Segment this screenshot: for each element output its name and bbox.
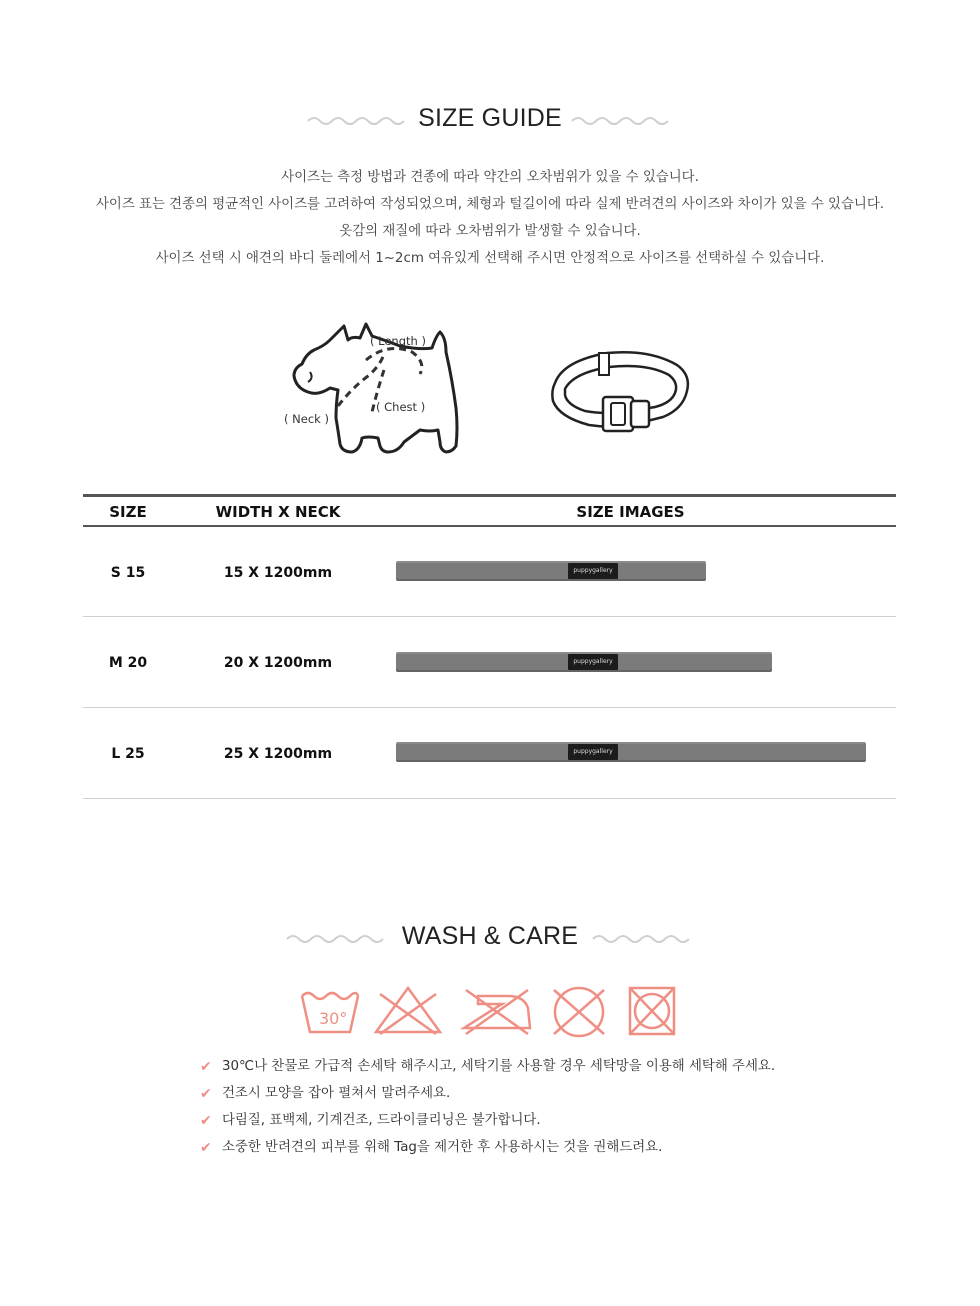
care-text: 30℃나 찬물로 가급적 손세탁 해주시고, 세탁기를 사용할 경우 세탁망을 이용해 세탁해 주세요.: [222, 1059, 776, 1074]
check-icon: ✔: [200, 1140, 212, 1156]
table-header: [83, 494, 896, 527]
strap-image: [396, 652, 772, 672]
strap-image: [396, 561, 706, 581]
size-cell: M 20: [108, 655, 148, 671]
wave-decoration-right: [570, 113, 674, 125]
dimension-cell: 15 X 1200mm: [223, 565, 333, 581]
care-instructions: [200, 1057, 900, 1165]
strap-image: [396, 742, 866, 762]
strap-tag: puppygallery: [568, 654, 618, 670]
neck-label: ( Neck ): [284, 412, 329, 426]
table-row: [83, 527, 896, 617]
hand-wash-30-icon: [302, 993, 358, 1032]
table-row: [83, 617, 896, 708]
guide-line: 사이즈 선택 시 애견의 바디 둘레에서 1~2cm 여유있게 선택해 주시면 안정적으로 사이즈를 선택하실 수 있습니다.: [155, 251, 825, 266]
check-icon: ✔: [200, 1059, 212, 1075]
list-item: [200, 1057, 900, 1084]
size-table: [83, 494, 896, 799]
size-cell: S 15: [110, 565, 146, 581]
care-text: 건조시 모양을 잡아 펼쳐서 말려주세요.: [222, 1086, 451, 1101]
list-item: [200, 1111, 900, 1138]
table-row: [83, 708, 896, 799]
size-guide-notes: [0, 164, 980, 272]
header-size: SIZE: [109, 503, 147, 521]
header-width-neck: WIDTH X NECK: [215, 503, 341, 521]
wash-temp-label: 30°: [319, 1009, 348, 1028]
size-cell: L 25: [111, 746, 145, 762]
care-icons: [0, 984, 980, 1040]
no-iron-icon: [464, 990, 530, 1034]
care-text: 다림질, 표백제, 기계건조, 드라이클리닝은 불가합니다.: [222, 1113, 541, 1128]
header-size-images: SIZE IMAGES: [576, 503, 685, 521]
guide-line: 사이즈 표는 견종의 평균적인 사이즈를 고려하여 작성되었으며, 체형과 털길이에 따라 실제 반려견의 사이즈와 차이가 있을 수 있습니다.: [95, 197, 885, 212]
care-text: 소중한 반려견의 피부를 위해 Tag을 제거한 후 사용하시는 것을 권해드려요.: [222, 1140, 663, 1155]
chest-label: ( Chest ): [376, 400, 426, 414]
guide-line: 옷감의 재질에 따라 오차범위가 발생할 수 있습니다.: [339, 224, 641, 239]
strap-tag: puppygallery: [568, 744, 618, 760]
dimension-cell: 20 X 1200mm: [223, 655, 333, 671]
check-icon: ✔: [200, 1113, 212, 1129]
list-item: [200, 1084, 900, 1111]
list-item: [200, 1138, 900, 1165]
check-icon: ✔: [200, 1086, 212, 1102]
strap-tag: puppygallery: [568, 563, 618, 579]
length-label: ( Length ): [370, 334, 426, 348]
wave-decoration-right: [591, 931, 695, 943]
wash-care-title: WASH & CARE: [401, 922, 579, 950]
no-bleach-icon: [376, 988, 440, 1034]
dimension-cell: 25 X 1200mm: [223, 746, 333, 762]
collar-icon: [545, 345, 695, 435]
size-guide-title: SIZE GUIDE: [418, 104, 562, 132]
no-tumble-dry-icon: [630, 988, 674, 1034]
dog-measure-icon: [280, 318, 470, 460]
no-dry-clean-icon: [554, 988, 604, 1036]
guide-line: 사이즈는 측정 방법과 견종에 따라 약간의 오차범위가 있을 수 있습니다.: [281, 170, 699, 185]
